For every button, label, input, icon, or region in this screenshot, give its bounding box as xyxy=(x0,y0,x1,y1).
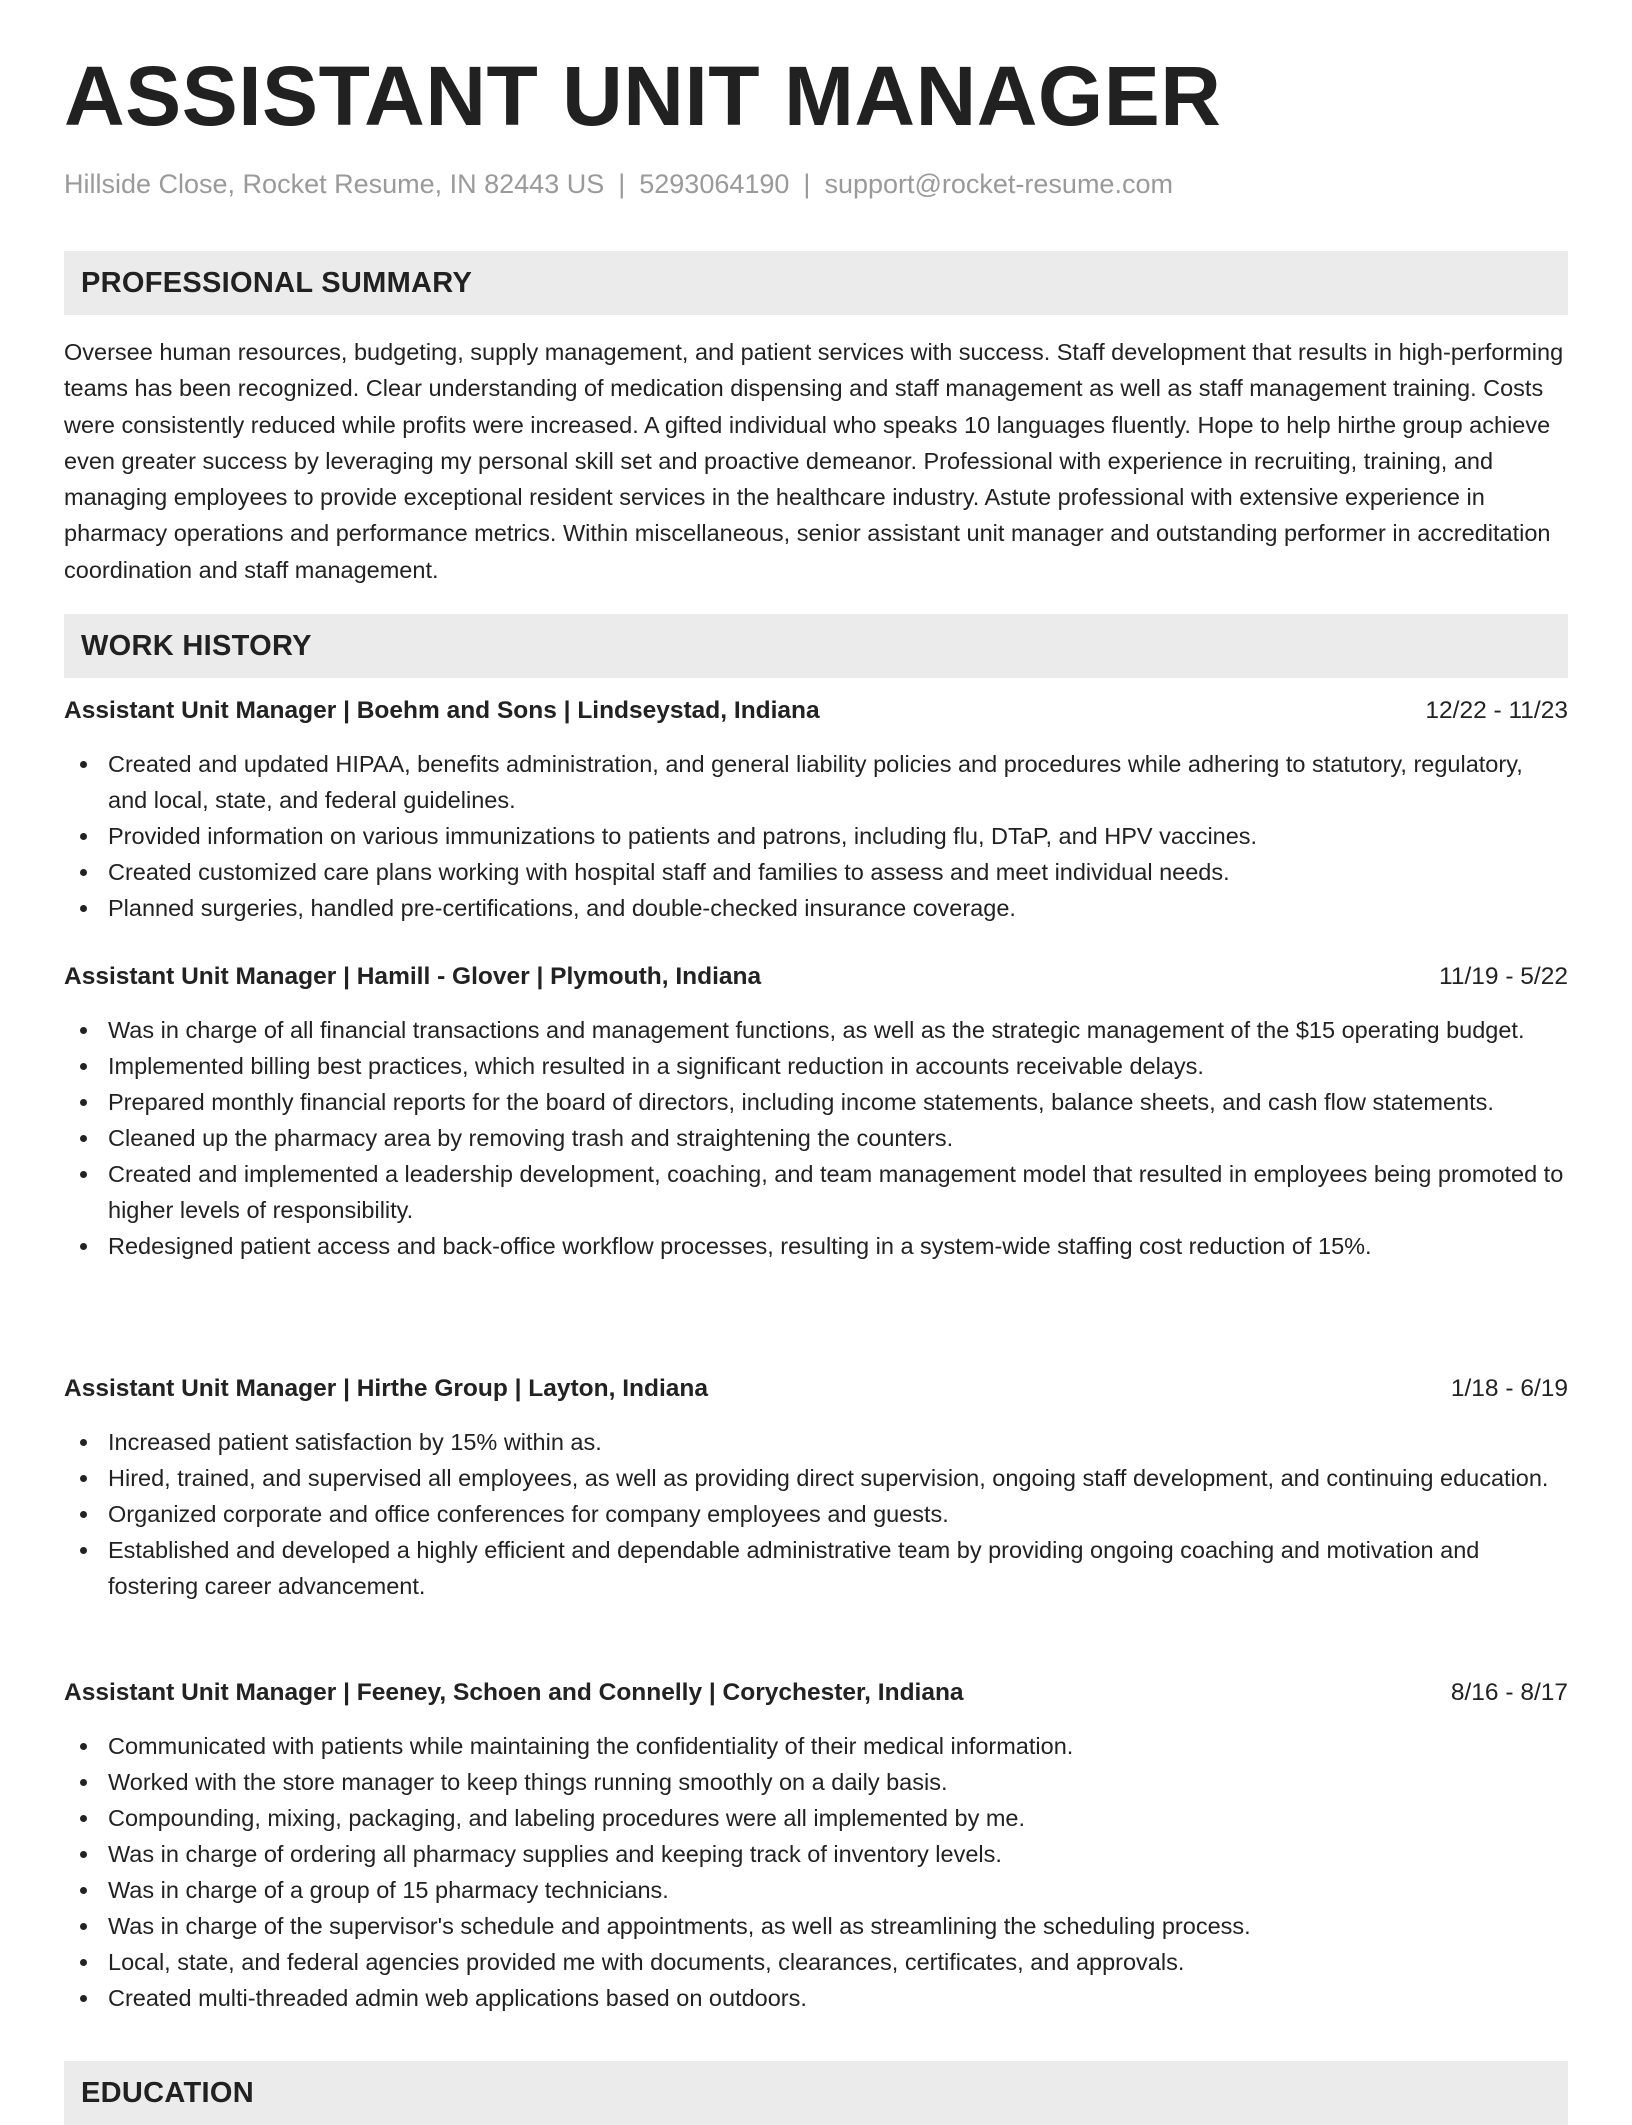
job-header xyxy=(64,695,1568,727)
job-bullet: Compounding, mixing, packaging, and labeling procedures were all implemented by me. xyxy=(64,1800,1568,1836)
job-header xyxy=(64,1373,1568,1405)
job-dates: 8/16 - 8/17 xyxy=(1450,1679,1568,1706)
job-bullet: Communicated with patients while maintaining the confidentiality of their medical information. xyxy=(64,1728,1568,1764)
contact-separator: | xyxy=(618,169,626,199)
job-title: Assistant Unit Manager | Feeney, Schoen and Connelly | Corychester, Indiana xyxy=(64,1679,964,1706)
job-dates: 11/19 - 5/22 xyxy=(1439,963,1568,990)
job-bullet: Increased patient satisfaction by 15% within as. xyxy=(64,1424,1568,1460)
job-bullet: Created multi-threaded admin web applications based on outdoors. xyxy=(64,1980,1568,2016)
job-bullet-list xyxy=(64,1012,1568,1264)
job-title: Assistant Unit Manager | Hirthe Group | Layton, Indiana xyxy=(64,1375,708,1402)
job-header xyxy=(64,1677,1568,1709)
job-bullet: Local, state, and federal agencies provided me with documents, clearances, certificates, and approvals. xyxy=(64,1944,1568,1980)
job-bullet: Organized corporate and office conferences for company employees and guests. xyxy=(64,1496,1568,1532)
job-entry xyxy=(64,695,1568,926)
contact-address: Hillside Close, Rocket Resume, IN 82443 US xyxy=(64,169,605,199)
section-heading-summary: PROFESSIONAL SUMMARY xyxy=(64,251,1568,315)
job-bullet-list xyxy=(64,1728,1568,2016)
job-title: Assistant Unit Manager | Boehm and Sons | Lindseystad, Indiana xyxy=(64,697,820,724)
job-bullet: Hired, trained, and supervised all employees, as well as providing direct supervision, ongoing staff development, and continuing education. xyxy=(64,1460,1568,1496)
job-bullet: Was in charge of the supervisor's schedule and appointments, as well as streamlining the scheduling process. xyxy=(64,1908,1568,1944)
job-bullet: Was in charge of ordering all pharmacy supplies and keeping track of inventory levels. xyxy=(64,1836,1568,1872)
section-heading-education: EDUCATION xyxy=(64,2061,1568,2125)
job-title: Assistant Unit Manager | Hamill - Glover | Plymouth, Indiana xyxy=(64,963,762,990)
job-bullet-list xyxy=(64,1424,1568,1604)
job-bullet: Was in charge of all financial transactions and management functions, as well as the strategic management of the $15 operating budget. xyxy=(64,1012,1568,1048)
job-bullet: Planned surgeries, handled pre-certifications, and double-checked insurance coverage. xyxy=(64,890,1568,926)
contact-line xyxy=(64,168,1173,200)
job-bullet: Was in charge of a group of 15 pharmacy technicians. xyxy=(64,1872,1568,1908)
job-bullet: Prepared monthly financial reports for the board of directors, including income statements, balance sheets, and cash flow statements. xyxy=(64,1084,1568,1120)
job-bullet: Established and developed a highly efficient and dependable administrative team by providing ongoing coaching and motivation and fostering career advancement. xyxy=(64,1532,1568,1604)
job-entry xyxy=(64,961,1568,1264)
contact-email[interactable]: support@rocket-resume.com xyxy=(824,169,1173,199)
job-dates: 1/18 - 6/19 xyxy=(1450,1375,1568,1402)
job-entry xyxy=(64,1677,1568,2016)
job-bullet: Created and implemented a leadership development, coaching, and team management model that resulted in employees being promoted to higher levels of responsibility. xyxy=(64,1156,1568,1228)
contact-separator: | xyxy=(803,169,811,199)
job-bullet: Redesigned patient access and back-office workflow processes, resulting in a system-wide staffing cost reduction of 15%. xyxy=(64,1228,1568,1264)
section-heading-work-history: WORK HISTORY xyxy=(64,614,1568,678)
job-bullet-list xyxy=(64,746,1568,926)
job-bullet: Created and updated HIPAA, benefits administration, and general liability policies and procedures while adhering to statutory, regulatory, and local, state, and federal guidelines. xyxy=(64,746,1568,818)
job-bullet: Provided information on various immunizations to patients and patrons, including flu, DTaP, and HPV vaccines. xyxy=(64,818,1568,854)
job-entry xyxy=(64,1373,1568,1604)
job-dates: 12/22 - 11/23 xyxy=(1425,697,1568,724)
job-bullet: Implemented billing best practices, which resulted in a significant reduction in accounts receivable delays. xyxy=(64,1048,1568,1084)
job-bullet: Created customized care plans working with hospital staff and families to assess and meet individual needs. xyxy=(64,854,1568,890)
job-bullet: Worked with the store manager to keep things running smoothly on a daily basis. xyxy=(64,1764,1568,1800)
resume-name-heading: ASSISTANT UNIT MANAGER xyxy=(64,49,1222,143)
contact-phone[interactable]: 5293064190 xyxy=(639,169,790,199)
job-header xyxy=(64,961,1568,993)
summary-text: Oversee human resources, budgeting, supply management, and patient services with success. Staff development that results in high-performing teams has been recognized. Clear understanding of medication dispensing and staff management as well as staff management training. Costs were consistently reduced while profits were increased. A gifted individual who speaks 10 languages fluently. Hope to help hirthe group achieve even greater success by leveraging my personal skill set and proactive demeanor. Professional with experience in recruiting, training, and managing employees to provide exceptional resident services in the healthcare industry. Astute professional with extensive experience in pharmacy operations and performance metrics. Within miscellaneous, senior assistant unit manager and outstanding performer in accreditation coordination and staff management. xyxy=(64,339,1564,583)
job-bullet: Cleaned up the pharmacy area by removing trash and straightening the counters. xyxy=(64,1120,1568,1156)
